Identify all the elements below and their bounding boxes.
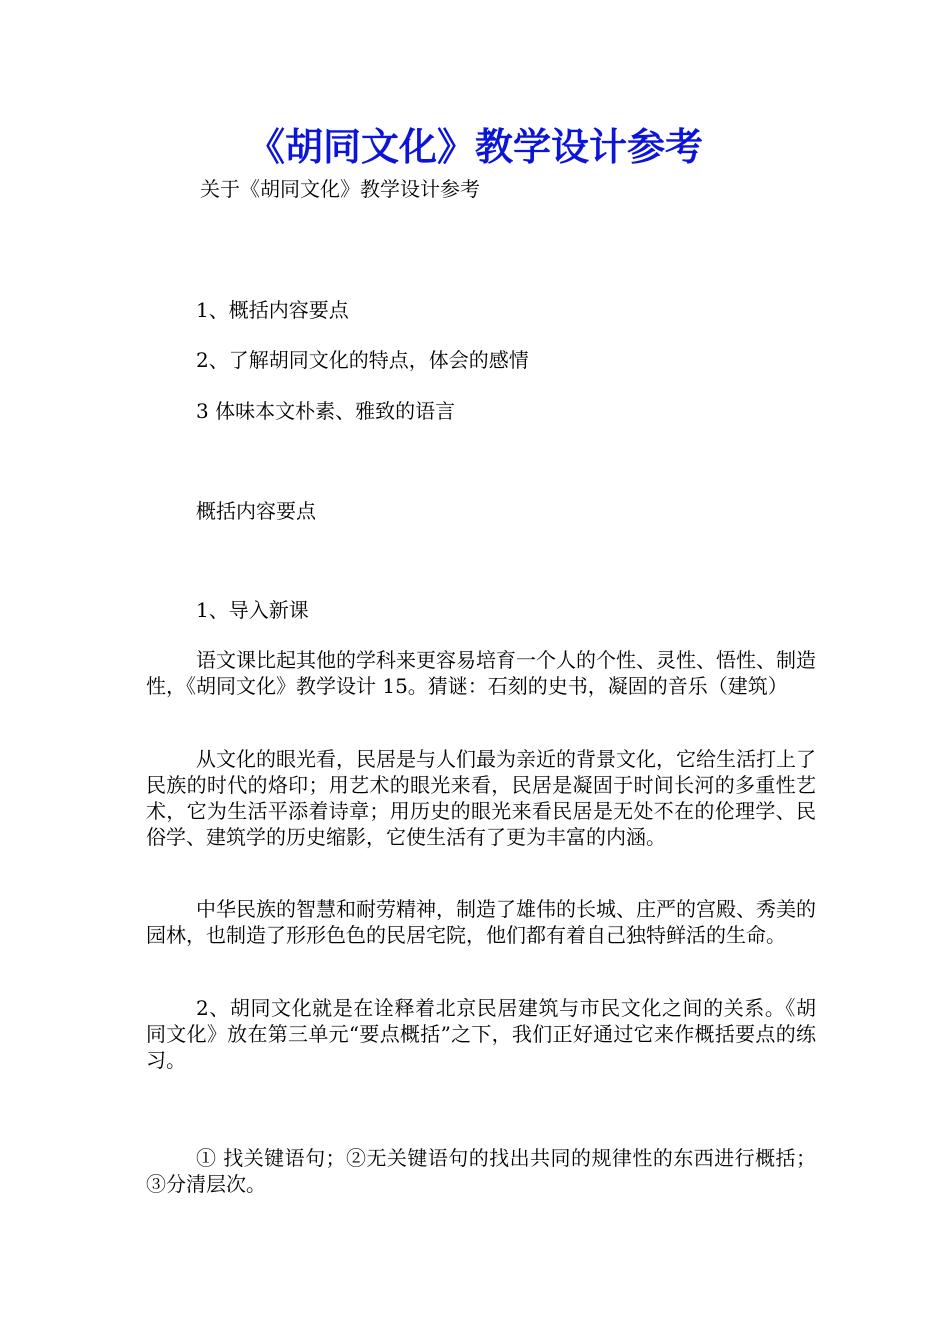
body-paragraph: 2、胡同文化就是在诠释着北京民居建筑与市民文化之间的关系。《胡同文化》放在第三单元“要点概括”之下，我们正好通过它来作概括要点的练习。 [146,996,816,1072]
document-subtitle: 关于《胡同文化》教学设计参考 [200,177,480,201]
body-paragraph: 中华民族的智慧和耐劳精神，制造了雄伟的长城、庄严的宫殿、秀美的园林，也制造了形形色色的民居宅院，他们都有着自己独特鲜活的生命。 [146,897,816,947]
body-paragraph: 语文课比起其他的学科来更容易培育一个人的个性、灵性、悟性、制造性，《胡同文化》教学设计 15。猜谜：石刻的史书，凝固的音乐（建筑） [146,648,816,698]
key-point-heading: 概括内容要点 [196,499,316,523]
section-heading: 1、导入新课 [196,598,309,622]
document-title: 《胡同文化》教学设计参考 [246,124,703,169]
objective-item: 1、概括内容要点 [196,298,349,322]
body-paragraph: 从文化的眼光看，民居是与人们最为亲近的背景文化，它给生活打上了民族的时代的烙印；用艺术的眼光来看，民居是凝固于时间长河的多重性艺术，它为生活平添着诗章；用历史的眼光来看民居是无处不在的伦理学、民俗学、建筑学的历史缩影，它使生活有了更为丰富的内涵。 [146,747,816,849]
objective-item: 2、了解胡同文化的特点，体会的感情 [196,348,529,372]
body-paragraph: ① 找关键语句；②无关键语句的找出共同的规律性的东西进行概括；③分清层次。 [146,1146,816,1196]
objective-item: 3 体味本文朴素、雅致的语言 [196,399,456,423]
